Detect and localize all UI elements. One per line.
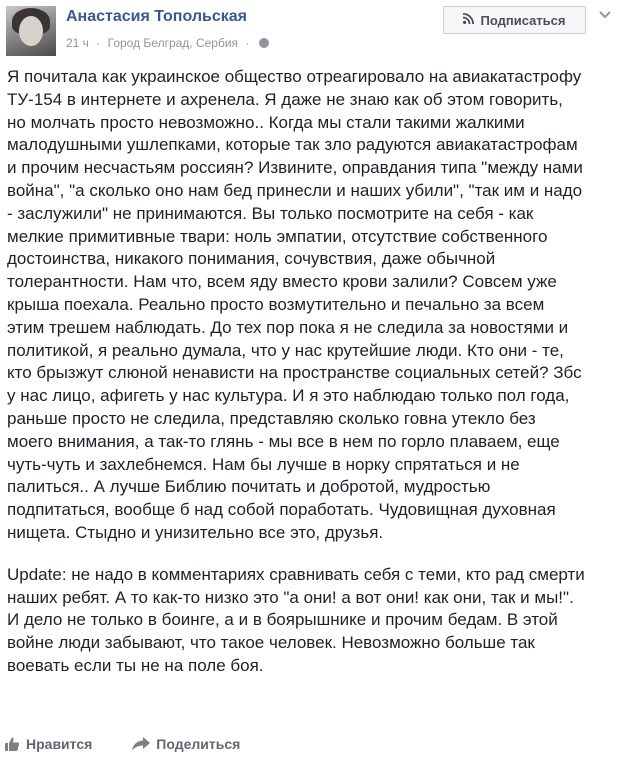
share-arrow-icon xyxy=(132,737,150,751)
text-line: подпитаться, вообще б над собой поработать. Чудовищная духовная xyxy=(7,500,556,520)
meta-separator: · xyxy=(96,36,101,50)
like-button[interactable] xyxy=(4,736,92,752)
text-line: - заслужили" не принимаются. Вы только посмотрите на себя - как xyxy=(7,203,534,223)
post-meta xyxy=(66,36,269,50)
text-line: И дело не только в боинге, а и в боярышнике и прочим бедам. В этой xyxy=(7,610,558,630)
text-line: кто брызжут слюной ненависти на пространстве социальных сетей? Збс xyxy=(7,363,582,383)
text-line: война", "а сколько оно нам бед принесли и наших убили", "так им и надо xyxy=(7,180,583,200)
text-line: политикой, я реально думала, что у нас крутейшие люди. Кто они - те, xyxy=(7,340,564,360)
post-location[interactable]: Город Белград, Сербия xyxy=(107,36,239,50)
subscribe-label: Подписаться xyxy=(480,12,566,28)
share-label: Поделиться xyxy=(156,736,241,752)
text-line: крыша поехала. Реально просто возмутительно и печально за всем xyxy=(7,294,545,314)
text-line: Update: не надо в комментариях сравнивать себя с теми, кто рад смерти xyxy=(7,564,585,584)
text-line: Я почитала как украинское общество отреагировало на авиакатастрофу xyxy=(7,67,582,86)
avatar-face xyxy=(19,16,43,46)
post-paragraph xyxy=(7,66,613,545)
text-line: малодушными ушлепками, которые так зло радуются авиакатастрофам xyxy=(7,135,578,155)
chevron-down-icon[interactable] xyxy=(598,8,612,22)
subscribe-button[interactable] xyxy=(443,6,586,34)
text-line: наших ребят. А то как-то низко это "а они! а вот они! как они, так и мы!". xyxy=(7,587,574,607)
text-line: раньше просто не следила, представляю сколько говна утекло без xyxy=(7,408,536,428)
text-line: нищета. Стыдно и унизительно все это, друзья. xyxy=(7,522,384,542)
post-time[interactable]: 21 ч xyxy=(66,36,89,50)
text-line: войне люди забывают, что такое человек. Невозможно больше так xyxy=(7,633,535,653)
text-line: и прочим несчастьям россиян? Извините, оправдания типа "между нами xyxy=(7,158,583,178)
text-line: моего внимания, а так-то глянь - мы все в нем по горло плаваем, еще xyxy=(7,431,560,451)
rss-icon xyxy=(463,13,474,27)
text-line: но молчать просто невозможно.. Когда мы стали такими жалкими xyxy=(7,112,525,132)
text-line: ТУ-154 в интернете и ахренела. Я даже не знаю как об этом говорить, xyxy=(7,89,563,109)
globe-icon[interactable] xyxy=(259,38,269,48)
text-line: у нас лицо, афигеть у нас культура. И я это наблюдаю только пол года, xyxy=(7,386,570,406)
meta-separator-2: · xyxy=(245,36,250,50)
thumbs-up-icon xyxy=(4,736,20,752)
text-line: мелкие примитивные твари: ноль эмпатии, отсутствие собственного xyxy=(7,226,548,246)
text-line: толерантности. Нам что, всем яду вместо крови залили? Совсем уже xyxy=(7,272,557,292)
author-name[interactable]: Анастасия Топольская xyxy=(66,8,247,25)
text-line: воевать если ты не на поле боя. xyxy=(7,655,264,675)
text-line: достоинства, никакого понимания, сочувствия, даже обычной xyxy=(7,249,496,269)
post-text xyxy=(7,66,613,678)
share-button[interactable] xyxy=(132,736,240,752)
like-label: Нравится xyxy=(26,736,93,752)
text-line: этим трешем наблюдать. До тех пор пока я не следила за новостями и xyxy=(7,317,569,337)
text-line: чуть-чуть и захлебнемся. Нам бы лучше в норку спрятаться и не xyxy=(7,454,520,474)
text-line: палиться.. А лучше Библию почитать и добротой, мудростью xyxy=(7,477,491,497)
author-avatar[interactable] xyxy=(6,6,56,56)
post-actions xyxy=(4,734,280,754)
post-update-paragraph xyxy=(7,564,613,678)
